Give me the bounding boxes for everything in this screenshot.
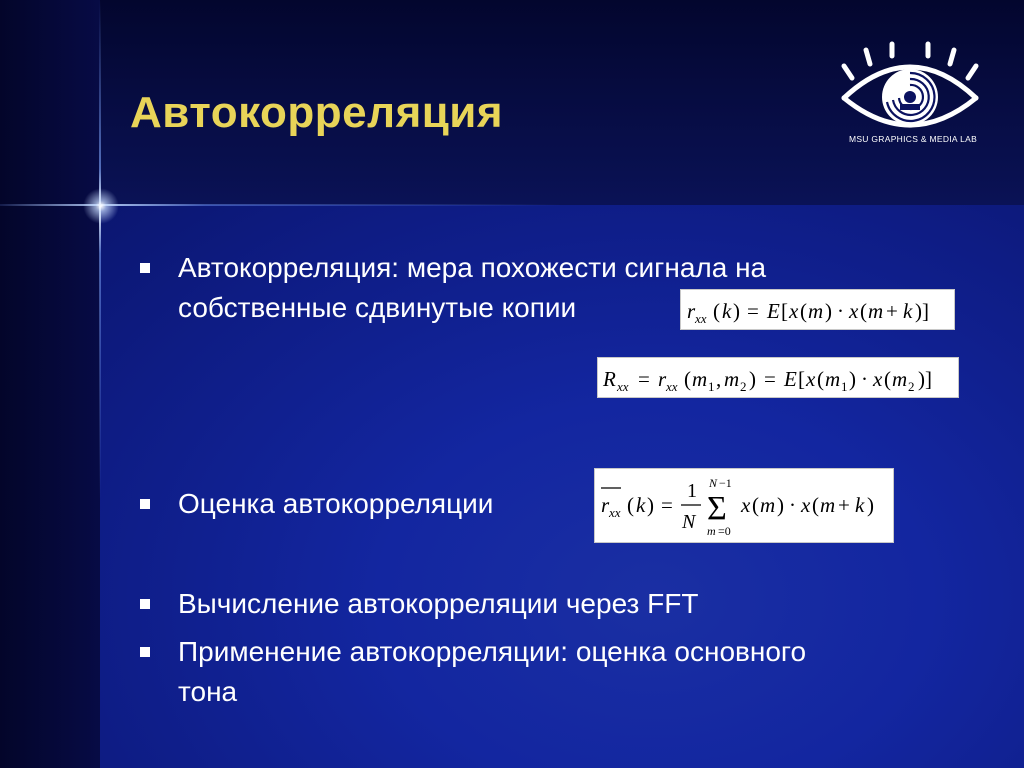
- svg-text:N: N: [682, 511, 696, 533]
- svg-text:r: r: [687, 299, 696, 323]
- bullet-marker: [140, 263, 150, 273]
- left-band: [0, 0, 100, 768]
- logo-caption: MSU GRAPHICS & MEDIA LAB: [848, 134, 978, 144]
- svg-text:m: m: [820, 493, 836, 517]
- svg-text:=: =: [661, 493, 673, 517]
- bullet-marker: [140, 647, 150, 657]
- svg-text:m: m: [825, 367, 841, 391]
- svg-text:R: R: [603, 367, 616, 391]
- svg-text:·: ·: [861, 367, 868, 391]
- formula-autocorrelation-matrix: [597, 357, 959, 398]
- bullet-line: Автокорреляция: мера похожести сигнала на: [178, 252, 767, 283]
- svg-text:1: 1: [708, 379, 715, 394]
- svg-text:): ): [777, 493, 784, 517]
- svg-text:k: k: [903, 299, 913, 323]
- svg-text:1: 1: [841, 379, 848, 394]
- svg-text:1: 1: [687, 480, 697, 502]
- formula-autocorrelation-estimate: [594, 468, 894, 543]
- svg-text:m: m: [868, 299, 884, 323]
- svg-text:xx: xx: [617, 379, 629, 394]
- svg-text:x: x: [873, 367, 883, 391]
- svg-text:+: +: [886, 299, 898, 323]
- bullet-line: тона: [178, 676, 238, 707]
- svg-text:E: E: [767, 299, 780, 323]
- svg-text:(: (: [817, 367, 824, 391]
- svg-text:=0: =0: [718, 524, 731, 538]
- svg-text:·: ·: [789, 493, 796, 517]
- bullet-line: Применение автокорреляции: оценка основного: [178, 636, 807, 667]
- bullet-line: собственные сдвинутые копии: [178, 292, 577, 323]
- svg-text:E: E: [784, 367, 797, 391]
- svg-text:Σ: Σ: [707, 490, 727, 527]
- horizontal-glow-line: [0, 204, 1024, 206]
- svg-text:=: =: [638, 367, 650, 391]
- svg-text:(: (: [860, 299, 867, 323]
- svg-text:(: (: [800, 299, 807, 323]
- svg-text:m: m: [760, 493, 776, 517]
- svg-text:−1: −1: [719, 476, 732, 490]
- svg-text:x: x: [789, 299, 799, 323]
- svg-text:(: (: [627, 493, 634, 517]
- bullet-marker: [140, 499, 150, 509]
- svg-text:(: (: [684, 367, 691, 391]
- svg-text:x: x: [806, 367, 816, 391]
- formula-autocorrelation-definition: [680, 289, 955, 330]
- svg-text:(: (: [812, 493, 819, 517]
- svg-text:k: k: [722, 299, 732, 323]
- svg-text:(: (: [752, 493, 759, 517]
- svg-text:): ): [867, 493, 874, 517]
- svg-text:m: m: [724, 367, 740, 391]
- svg-text:2: 2: [740, 379, 747, 394]
- svg-text:xx: xx: [666, 379, 678, 394]
- svg-text:(: (: [884, 367, 891, 391]
- svg-text:k: k: [636, 493, 646, 517]
- svg-text:): ): [749, 367, 756, 391]
- svg-text:m: m: [892, 367, 908, 391]
- svg-text:N: N: [709, 476, 718, 490]
- svg-text:): ): [825, 299, 832, 323]
- svg-text:[: [: [781, 299, 788, 323]
- svg-text:x: x: [741, 493, 751, 517]
- bullet-line: Вычисление автокорреляции через FFT: [178, 588, 699, 619]
- svg-text:=: =: [747, 299, 759, 323]
- svg-text:)]: )]: [918, 367, 932, 391]
- svg-text:xx: xx: [695, 311, 707, 326]
- svg-text:(: (: [713, 299, 720, 323]
- vertical-glow-line: [99, 0, 101, 768]
- svg-text:m: m: [707, 524, 716, 538]
- slide-title: Автокорреляция: [130, 88, 504, 137]
- svg-text:x: x: [849, 299, 859, 323]
- svg-text:[: [: [798, 367, 805, 391]
- svg-text:): ): [647, 493, 654, 517]
- svg-text:k: k: [855, 493, 865, 517]
- svg-text:m: m: [692, 367, 708, 391]
- svg-text:2: 2: [908, 379, 915, 394]
- svg-text:): ): [849, 367, 856, 391]
- svg-text:+: +: [838, 493, 850, 517]
- svg-text:x: x: [801, 493, 811, 517]
- svg-text:r: r: [658, 367, 667, 391]
- svg-text:xx: xx: [609, 505, 621, 520]
- svg-text:r: r: [601, 493, 610, 517]
- svg-text:=: =: [764, 367, 776, 391]
- svg-text:·: ·: [837, 299, 844, 323]
- svg-text:,: ,: [716, 367, 722, 391]
- bullet-line: Оценка автокорреляции: [178, 488, 494, 519]
- light-flare: [80, 185, 122, 227]
- svg-text:m: m: [808, 299, 824, 323]
- svg-text:)]: )]: [915, 299, 929, 323]
- bullet-marker: [140, 599, 150, 609]
- svg-text:): ): [733, 299, 740, 323]
